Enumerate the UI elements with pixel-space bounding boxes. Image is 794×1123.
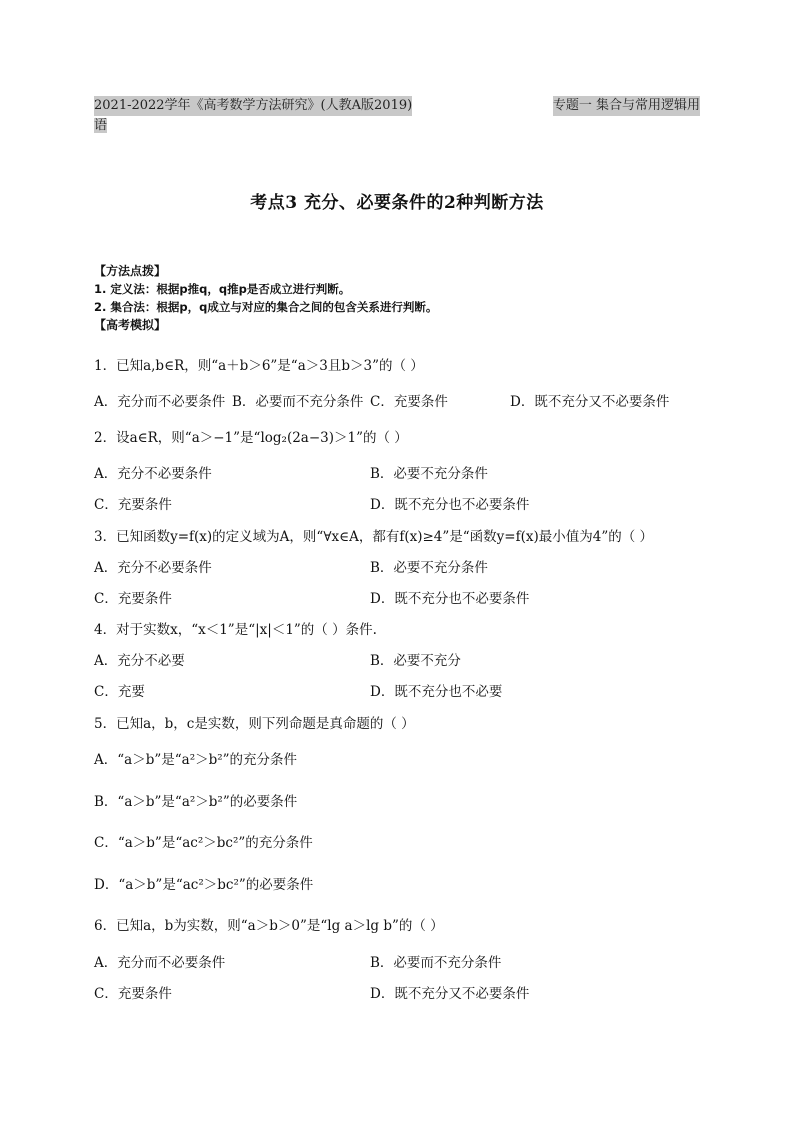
page-header xyxy=(94,96,700,136)
question-3-option-b: B．必要不充分条件 xyxy=(370,560,488,576)
question-5-option-d: D．“a＞b”是“ac²＞bc²”的必要条件 xyxy=(94,877,314,893)
question-4-option-a: A．充分不必要 xyxy=(94,653,185,669)
header-left: 2021-2022学年《高考数学方法研究》(人教A版2019) xyxy=(94,96,412,116)
method-tips xyxy=(94,262,704,334)
question-5-stem: 5．已知a，b，c是实数，则下列命题是真命题的（ ） xyxy=(94,716,415,732)
question-6-option-a: A．充分而不必要条件 xyxy=(94,955,226,971)
question-6-option-d: D．既不充分又不必要条件 xyxy=(370,986,530,1002)
question-4-option-b: B．必要不充分 xyxy=(370,653,461,669)
question-1-option-a: A．充分而不必要条件 xyxy=(94,394,226,410)
page-title: 考点3 充分、必要条件的2种判断方法 xyxy=(250,193,544,213)
question-2-option-b: B．必要不充分条件 xyxy=(370,466,488,482)
question-1-option-c: C．充要条件 xyxy=(370,394,448,410)
header-wrap: 语 xyxy=(94,118,108,133)
question-1-option-d: D．既不充分又不必要条件 xyxy=(510,394,670,410)
question-3-option-a: A．充分不必要条件 xyxy=(94,560,212,576)
question-6-option-b: B．必要而不充分条件 xyxy=(370,955,502,971)
question-2-option-c: C．充要条件 xyxy=(94,497,172,513)
question-1-option-b: B．必要而不充分条件 xyxy=(232,394,364,410)
tips-item-1: 1. 定义法：根据p推q，q推p是否成立进行判断。 xyxy=(94,282,351,296)
question-5-option-a: A．“a＞b”是“a²＞b²”的充分条件 xyxy=(94,752,298,768)
tips-heading: 【方法点拨】 xyxy=(94,264,167,278)
question-6-option-c: C．充要条件 xyxy=(94,986,172,1002)
question-2-option-d: D．既不充分也不必要条件 xyxy=(370,497,530,513)
header-right: 专题一 集合与常用逻辑用 xyxy=(553,96,700,116)
question-5-option-b: B．“a＞b”是“a²＞b²”的必要条件 xyxy=(94,794,298,810)
question-5-option-c: C．“a＞b”是“ac²＞bc²”的充分条件 xyxy=(94,835,313,851)
question-2-option-a: A．充分不必要条件 xyxy=(94,466,212,482)
question-3-option-c: C．充要条件 xyxy=(94,591,172,607)
question-2-stem: 2．设a∈R，则“a＞−1”是“log₂(2a−3)＞1”的（ ） xyxy=(94,430,408,446)
question-4-option-d: D．既不充分也不必要 xyxy=(370,684,503,700)
tips-heading-2: 【高考模拟】 xyxy=(94,318,167,332)
question-4-option-c: C．充要 xyxy=(94,684,145,700)
question-1-stem: 1．已知a,b∈R，则“a＋b＞6”是“a＞3且b＞3”的（ ） xyxy=(94,358,424,374)
tips-item-2: 2. 集合法：根据p，q成立与对应的集合之间的包含关系进行判断。 xyxy=(94,300,438,314)
question-4-stem: 4．对于实数x，“x＜1”是“|x|＜1”的（ ）条件. xyxy=(94,622,377,638)
question-3-stem: 3．已知函数y=f(x)的定义域为A，则“∀x∈A，都有f(x)≥4”是“函数y=f(x)最小值为4”的（ ） xyxy=(94,529,654,545)
question-6-stem: 6．已知a，b为实数，则“a＞b＞0”是“lg a＞lg b”的（ ） xyxy=(94,918,444,934)
question-3-option-d: D．既不充分也不必要条件 xyxy=(370,591,530,607)
